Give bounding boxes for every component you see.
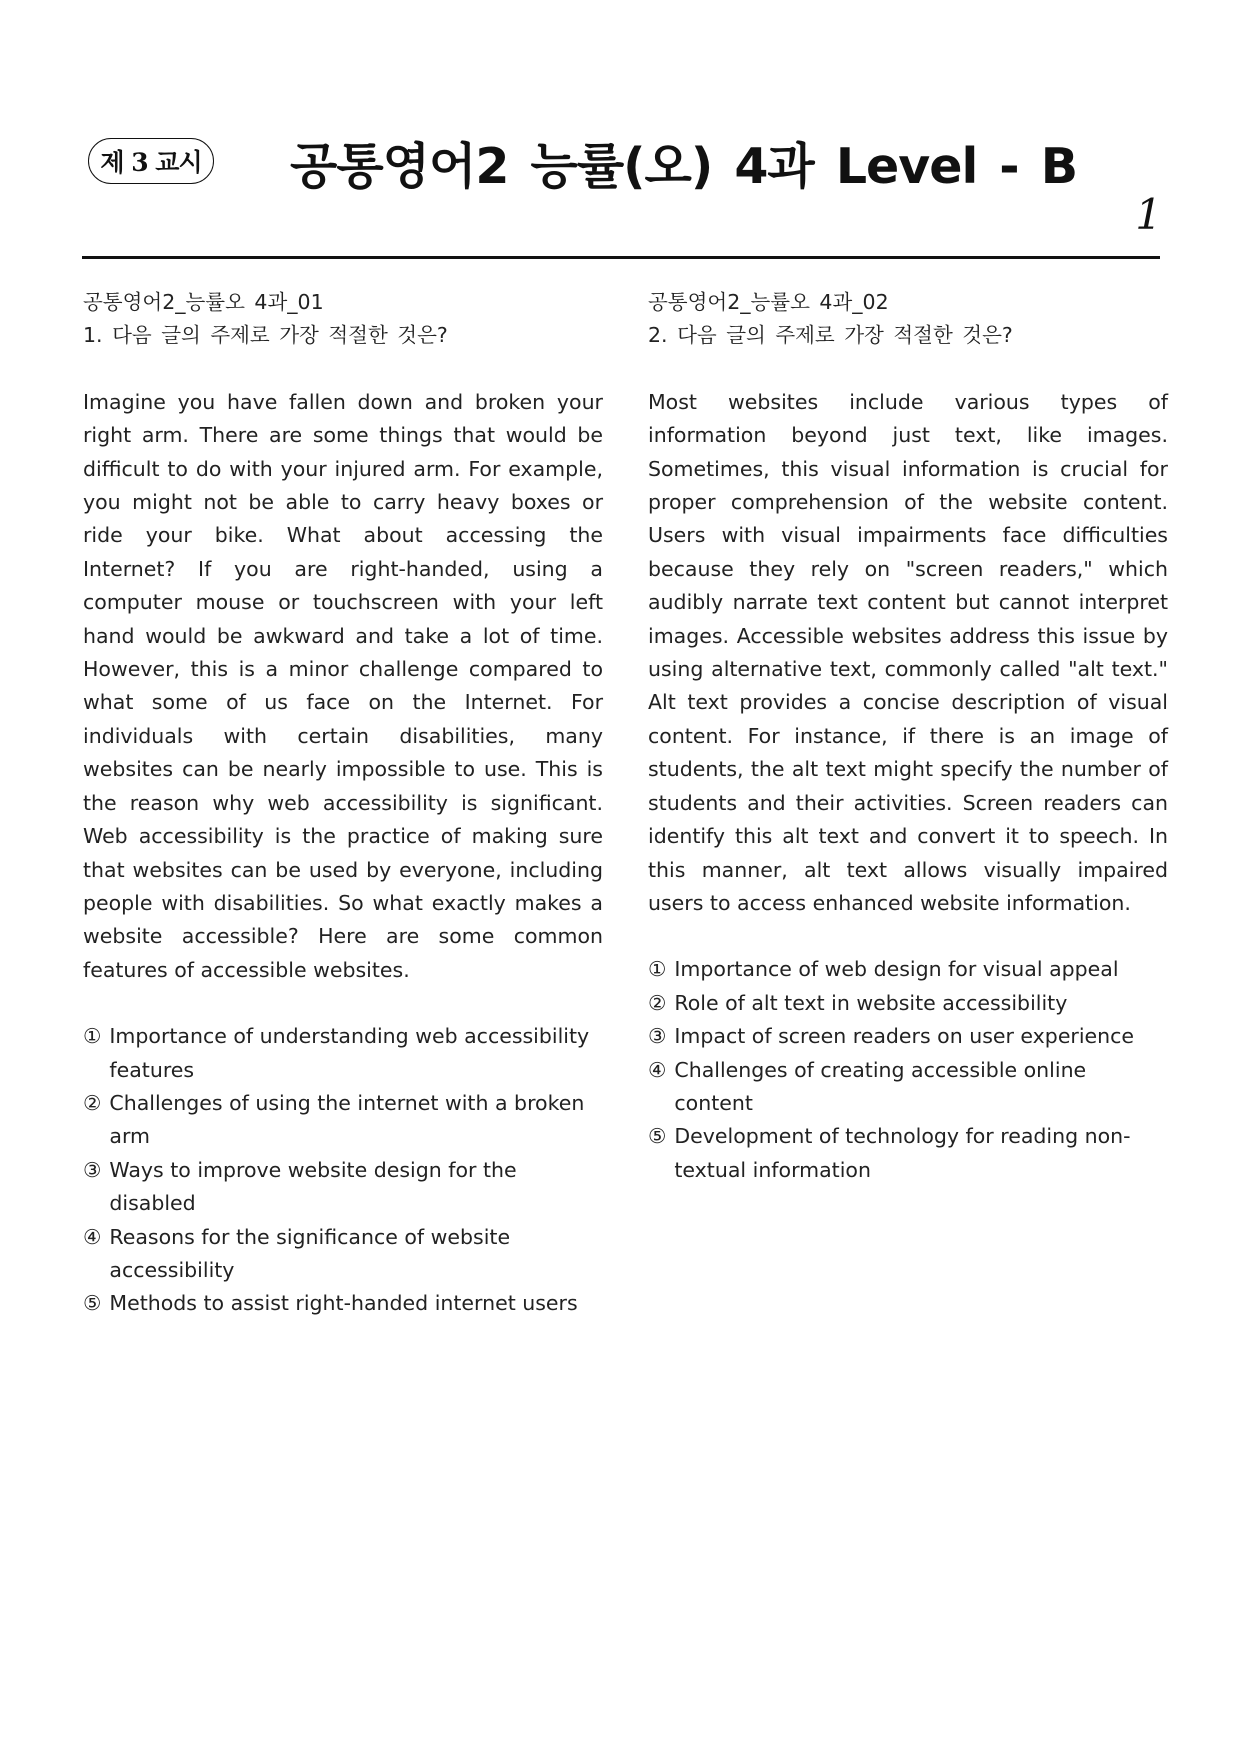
answer-option-1[interactable] bbox=[83, 1020, 603, 1087]
question-passage: Imagine you have fallen down and broken your right arm. There are some things that would be difficult to do with your injured arm. For example, you might not be able to carry heavy boxes or ride your bike. What about accessing the Internet? If you are right-handed, using a computer mouse or touchscreen with your left hand would be awkward and take a lot of time. However, this is a minor challenge compared to what some of us face on the Internet. For individuals with certain disabilities, many websites can be nearly impossible to use. This is the reason why web accessibility is significant. Web accessibility is the practice of making sure that websites can be used by everyone, including people with disabilities. So what exactly makes a website accessible? Here are some common features of accessible websites. bbox=[83, 389, 603, 982]
answer-option-5[interactable] bbox=[83, 1287, 603, 1320]
option-text: Importance of web design for visual appeal bbox=[674, 957, 1119, 982]
option-text: Challenges of creating accessible online content bbox=[674, 1057, 1087, 1115]
option-text: Challenges of using the internet with a broken arm bbox=[109, 1090, 585, 1149]
header-divider bbox=[82, 256, 1160, 259]
question-1 bbox=[83, 286, 603, 1321]
option-marker: ④ bbox=[648, 1057, 667, 1082]
option-text: Reasons for the significance of website accessibility bbox=[109, 1224, 511, 1282]
answer-options bbox=[648, 953, 1168, 1187]
answer-option-3[interactable] bbox=[83, 1154, 603, 1221]
option-text: Ways to improve website design for the disabled bbox=[109, 1157, 517, 1216]
option-marker: ④ bbox=[83, 1224, 102, 1249]
option-text: Development of technology for reading non-textual information bbox=[674, 1124, 1131, 1182]
option-marker: ② bbox=[83, 1090, 102, 1115]
option-text: Methods to assist right-handed internet users bbox=[109, 1291, 578, 1316]
option-marker: ⑤ bbox=[648, 1124, 667, 1149]
answer-options bbox=[83, 1020, 603, 1321]
period-badge bbox=[88, 138, 214, 184]
option-text: Role of alt text in website accessibility bbox=[674, 990, 1068, 1015]
answer-option-4[interactable] bbox=[83, 1221, 603, 1288]
question-2 bbox=[648, 286, 1168, 1187]
page-number: 1 bbox=[1135, 190, 1162, 239]
option-marker: ① bbox=[83, 1024, 102, 1049]
option-text: Importance of understanding web accessibility features bbox=[109, 1024, 590, 1082]
question-passage: Most websites include various types of information beyond just text, like images. Sometimes, this visual information is crucial for proper comprehension of the website content. Users with visual impairments face difficulties because they rely on "screen readers," which audibly narrate text content but cannot interpret images. Accessible websites address this issue by using alternative text, commonly called "alt text." Alt text provides a concise description of visual content. For instance, if there is an image of students, the alt text might specify the number of students and their activities. Screen readers can identify this alt text and convert it to speech. In this manner, alt text allows visually impaired users to access enhanced website information. bbox=[648, 389, 1168, 915]
question-prompt: 2. 다음 글의 주제로 가장 적절한 것은? bbox=[648, 323, 1013, 348]
answer-option-2[interactable] bbox=[648, 987, 1168, 1020]
option-marker: ③ bbox=[83, 1157, 102, 1182]
answer-option-4[interactable] bbox=[648, 1054, 1168, 1121]
period-label: 제 3 교시 bbox=[100, 148, 202, 177]
option-marker: ① bbox=[648, 957, 667, 982]
option-marker: ⑤ bbox=[83, 1291, 102, 1316]
answer-option-5[interactable] bbox=[648, 1120, 1168, 1187]
exam-title: 공통영어2 능률(오) 4과 Level - B bbox=[290, 138, 1078, 195]
answer-option-1[interactable] bbox=[648, 953, 1168, 986]
answer-option-2[interactable] bbox=[83, 1087, 603, 1154]
question-code: 공통영어2_능률오 4과_02 bbox=[648, 290, 889, 314]
option-text: Impact of screen readers on user experience bbox=[674, 1024, 1135, 1049]
question-code: 공통영어2_능률오 4과_01 bbox=[83, 290, 324, 314]
question-prompt: 1. 다음 글의 주제로 가장 적절한 것은? bbox=[83, 323, 448, 348]
answer-option-3[interactable] bbox=[648, 1020, 1168, 1053]
option-marker: ② bbox=[648, 990, 667, 1015]
option-marker: ③ bbox=[648, 1024, 667, 1049]
